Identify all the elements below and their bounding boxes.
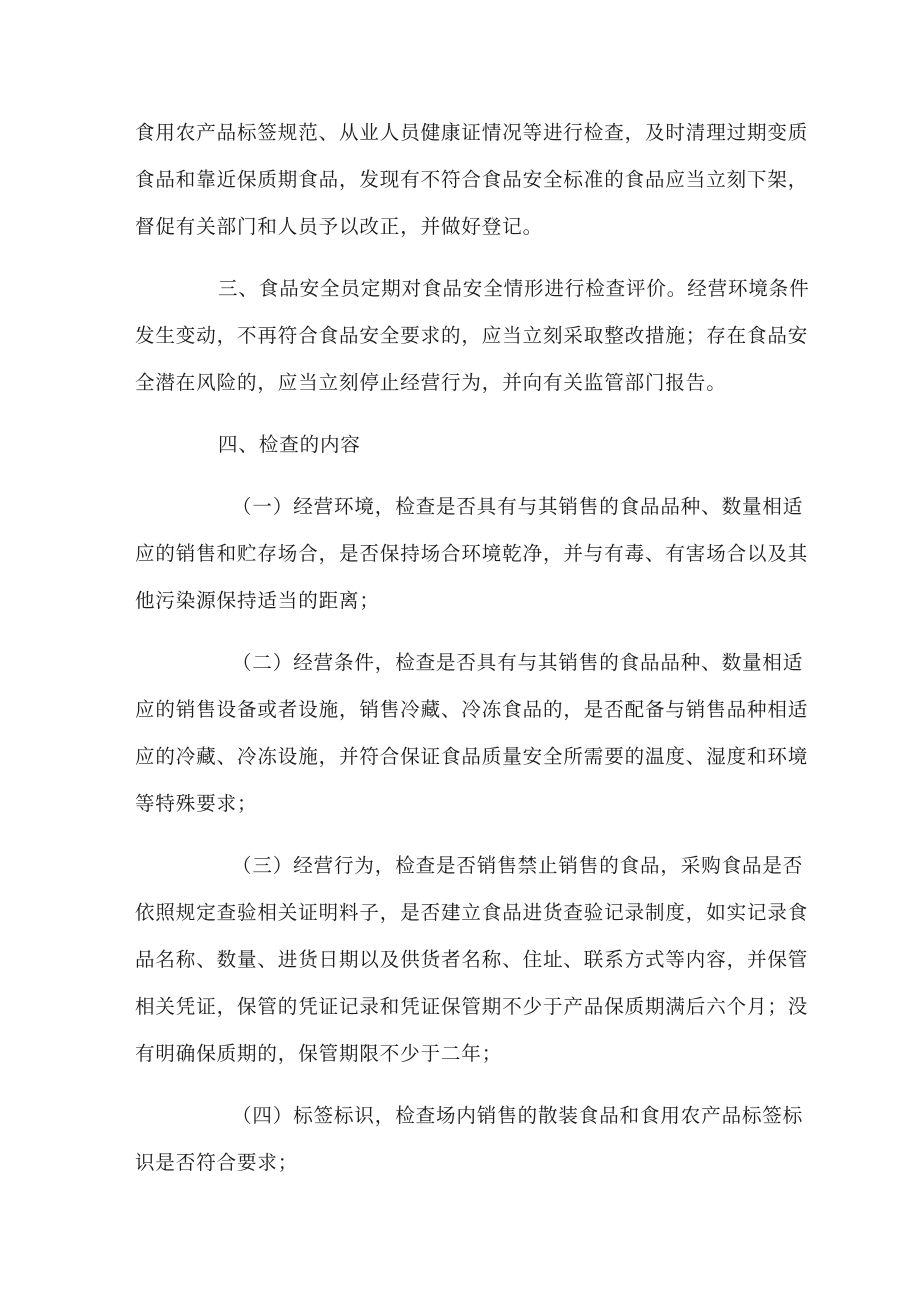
text-line: （四）标签标识，检查场内销售的散装食品和食用农产品标签标 bbox=[232, 1104, 804, 1127]
text-line: 应的销售设备或者设施，销售冷藏、冷冻食品的，是否配备与销售品种相适 bbox=[135, 698, 809, 721]
text-line: 发生变动，不再符合食品安全要求的，应当立刻采取整改措施；存在食品安 bbox=[135, 324, 809, 347]
text-line: 相关凭证，保管的凭证记录和凭证保管期不少于产品保质期满后六个月；没 bbox=[135, 995, 809, 1018]
text-line: 三、食品安全员定期对食品安全情形进行检查评价。经营环境条件 bbox=[218, 277, 810, 300]
text-line: 有明确保质期的，保管期限不少于二年； bbox=[135, 1042, 503, 1065]
text-line: （三）经营行为，检查是否销售禁止销售的食品，采购食品是否 bbox=[232, 854, 804, 877]
text-line: 应的冷藏、冷冻设施，并符合保证食品质量安全所需要的温度、湿度和环境 bbox=[135, 745, 809, 768]
text-line: 食用农产品标签规范、从业人员健康证情况等进行检查，及时清理过期变质 bbox=[135, 121, 809, 144]
text-line: （一）经营环境，检查是否具有与其销售的食品品种、数量相适 bbox=[232, 495, 804, 518]
text-line: （二）经营条件，检查是否具有与其销售的食品品种、数量相适 bbox=[232, 651, 804, 674]
text-line: 全潜在风险的，应当立刻停止经营行为，并向有关监管部门报告。 bbox=[135, 371, 727, 394]
text-line: 食品和靠近保质期食品，发现有不符合食品安全标准的食品应当立刻下架， bbox=[135, 168, 809, 191]
text-line: 应的销售和贮存场合，是否保持场合环境乾净，并与有毒、有害场合以及其 bbox=[135, 542, 809, 565]
section-heading: 四、检查的内容 bbox=[218, 433, 361, 456]
text-line: 品名称、数量、进货日期以及供货者名称、住址、联系方式等内容，并保管 bbox=[135, 948, 809, 971]
text-line: 督促有关部门和人员予以改正，并做好登记。 bbox=[135, 215, 544, 238]
text-line: 依照规定查验相关证明料子，是否建立食品进货查验记录制度，如实记录食 bbox=[135, 901, 809, 924]
text-line: 等特殊要求； bbox=[135, 792, 258, 815]
text-line: 识是否符合要求； bbox=[135, 1151, 299, 1174]
text-line: 他污染源保持适当的距离； bbox=[135, 589, 380, 612]
